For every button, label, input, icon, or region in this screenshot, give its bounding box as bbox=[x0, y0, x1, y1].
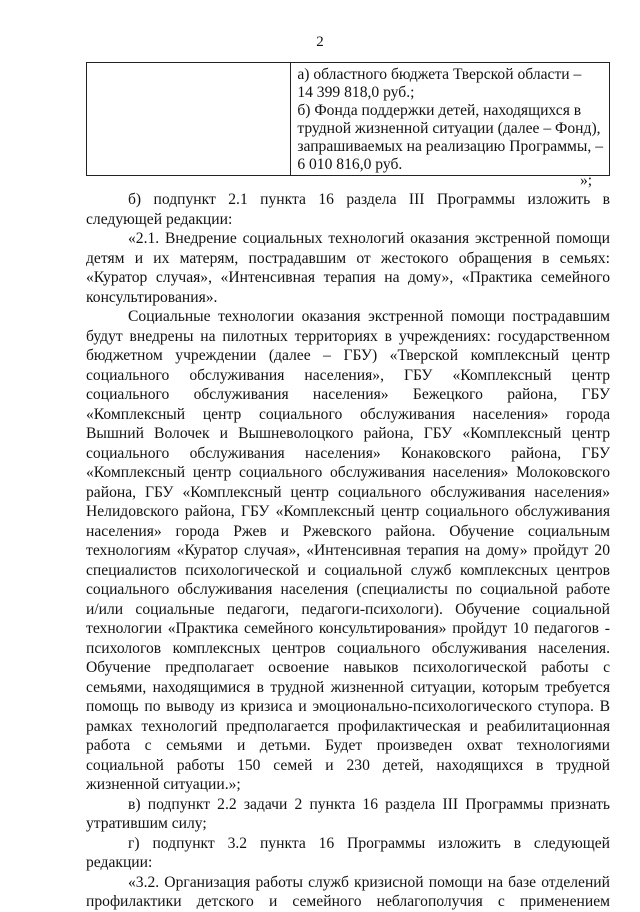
paragraph bbox=[86, 190, 610, 229]
paragraph-line: «Комплексный центр социального обслуживания населения» города bbox=[86, 405, 610, 423]
table-cell-line: б) Фонда поддержки детей, находящихся в bbox=[297, 102, 582, 119]
paragraph-line: следующей редакции: bbox=[86, 210, 233, 228]
paragraph-line: социального обслуживания населения», ГБУ «Комплексный центр bbox=[86, 366, 610, 384]
paragraph bbox=[86, 873, 610, 912]
paragraph-line: социального обслуживания населения» Конаковского района, ГБУ bbox=[86, 444, 610, 462]
paragraph-line: социальной работы 150 семей и 230 детей, находящихся в трудной bbox=[86, 756, 610, 774]
paragraph-line: редакции: bbox=[86, 854, 153, 871]
paragraph-line: утратившим силу; bbox=[86, 815, 207, 832]
paragraph-line: Социальные технологии оказания экстренной помощи пострадавшим bbox=[128, 308, 610, 325]
paragraph-line: «Комплексный центр социального обслуживания населения» Молоковского bbox=[86, 464, 610, 481]
paragraph-line: технологиям «Куратор случая», «Интенсивная терапия на дому» пройдут 20 bbox=[86, 542, 610, 559]
paragraph bbox=[86, 795, 610, 834]
paragraph-line: б) подпункт 2.1 пункта 16 раздела III Программы изложить в bbox=[128, 191, 610, 208]
paragraph-line: г) подпункт 3.2 пункта 16 Программы изложить в следующей bbox=[128, 834, 610, 852]
closing-quote: »; bbox=[580, 172, 593, 189]
table-cell-line: 6 010 816,0 руб. bbox=[297, 156, 403, 173]
budget-table bbox=[86, 62, 610, 176]
paragraph-line: в) подпункт 2.2 задачи 2 пункта 16 раздела III Программы признать bbox=[128, 795, 610, 813]
paragraph-line: помощь по выводу из кризиса и эмоционально-психологического ступора. В bbox=[86, 698, 610, 715]
paragraph-line: специалистов психологической и социальной служб комплексных центров bbox=[86, 561, 610, 579]
paragraph-line: жизненной ситуации.»; bbox=[86, 776, 241, 793]
paragraph-line: и/или социальные педагоги, педагоги-психологи). Обучение социальной bbox=[86, 600, 610, 618]
paragraph-line: технологии «Практика семейного консультирования» пройдут 10 педагогов - bbox=[86, 620, 610, 637]
paragraph-line: социального обслуживания населения» Бежецкого района, ГБУ bbox=[86, 386, 610, 403]
paragraph-line: семьями, находящимися в трудной жизненной ситуации, которым требуется bbox=[86, 678, 610, 696]
table-cell-line: 14 399 818,0 руб.; bbox=[297, 84, 415, 101]
paragraph-line: района, ГБУ «Комплексный центр социального обслуживания населения» bbox=[86, 483, 610, 501]
paragraph-line: «3.2. Организация работы служб кризисной помощи на базе отделений bbox=[128, 873, 610, 891]
paragraph-line: будут внедрены на пилотных территориях в учреждениях: государственном bbox=[86, 327, 610, 345]
paragraph bbox=[86, 834, 610, 873]
paragraph-line: «2.1. Внедрение социальных технологий оказания экстренной помощи bbox=[128, 230, 610, 247]
table-cell-line: трудной жизненной ситуации (далее – Фонд), bbox=[297, 120, 601, 137]
paragraph bbox=[86, 307, 610, 795]
paragraph-line: Обучение предполагает освоение навыков психологической работы с bbox=[86, 659, 610, 676]
page-number: 2 bbox=[316, 34, 324, 50]
paragraph-line: работа с семьями и детьми. Будет произведен охват технологиями bbox=[86, 737, 610, 754]
table-cell-line: запрашиваемых на реализацию Программы, – bbox=[297, 138, 603, 155]
paragraph-line: Нелидовского района, ГБУ «Комплексный центр социального обслуживания bbox=[86, 503, 610, 520]
paragraph-line: «Куратор случая», «Интенсивная терапия на дому», «Практика семейного bbox=[86, 269, 610, 286]
paragraph-line: профилактики детского и семейного неблагополучия с применением bbox=[86, 893, 610, 910]
paragraph bbox=[86, 229, 610, 307]
document-body bbox=[86, 190, 610, 912]
table-row bbox=[87, 63, 610, 176]
table-empty-cell bbox=[87, 63, 291, 176]
paragraph-line: детям и их матерям, пострадавшим от жестокого обращения в семьях: bbox=[86, 249, 610, 267]
paragraph-line: психологов комплексных центров социального обслуживания населения. bbox=[86, 639, 610, 657]
paragraph-line: бюджетном учреждении (далее – ГБУ) «Тверской комплексный центр bbox=[86, 347, 610, 364]
paragraph-line: консультирования». bbox=[86, 288, 218, 306]
paragraph-line: социального обслуживания населения (специалисты по социальной работе bbox=[86, 581, 610, 598]
table-content-cell bbox=[291, 63, 610, 176]
paragraph-line: Вышний Волочек и Вышневолоцкого района, ГБУ «Комплексный центр bbox=[86, 425, 610, 442]
table-cell-line: а) областного бюджета Тверской области – bbox=[297, 66, 582, 83]
paragraph-line: населения» города Ржев и Ржевского района. Обучение социальным bbox=[86, 522, 610, 540]
paragraph-line: рамках технологий предполагается профилактическая и реабилитационная bbox=[86, 717, 610, 735]
